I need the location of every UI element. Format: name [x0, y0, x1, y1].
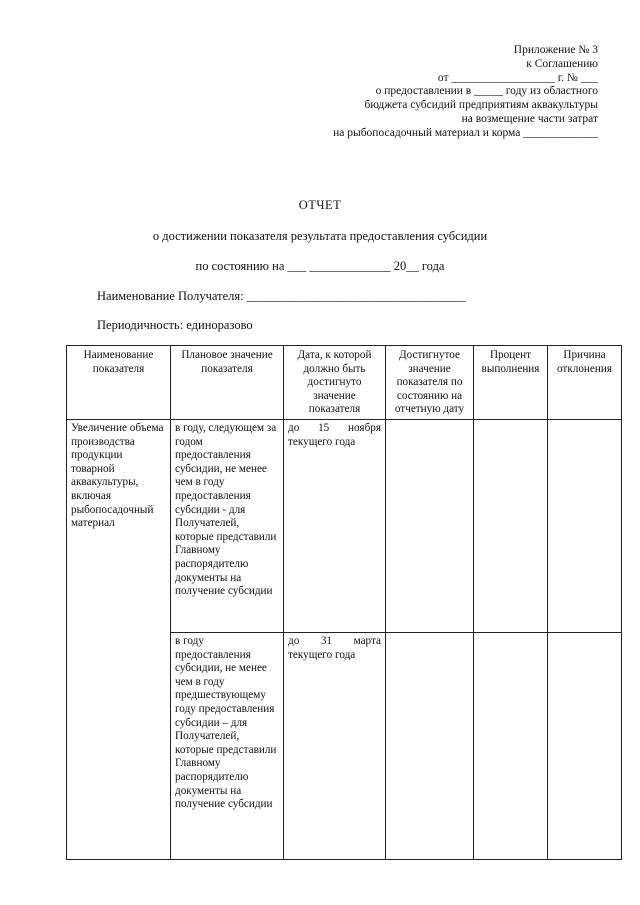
agreement-subject-line-4: на рыбопосадочный материал и корма _____________	[333, 126, 598, 139]
recipient-name-line: Наименование Получателя: ___________________________________	[97, 289, 466, 303]
agreement-reference: к Соглашению	[526, 57, 598, 70]
agreement-subject-line-3: на возмещение части затрат	[461, 112, 598, 125]
report-as-of-date: по состоянию на ___ _____________ 20__ года	[195, 259, 445, 273]
agreement-subject-line-1: о предоставлении в _____ году из областного	[375, 85, 598, 98]
target-date-cell: до 31 марта текущего года	[284, 632, 386, 859]
indicator-name-cell: Увеличение объема производства продукции товарной аквакультуры, включая рыбопосадочный материал	[67, 419, 171, 859]
achieved-value-cell	[386, 632, 474, 859]
periodicity-line: Периодичность: единоразово	[97, 318, 253, 332]
agreement-subject-line-2: бюджета субсидий предприятиям аквакультуры	[364, 99, 598, 112]
planned-value-cell: в году, следующем за годом предоставления субсидии, не менее чем в году предоставления субсидии - для Получателей, которые представили Главному распорядителю документы на получение субсидии	[171, 419, 284, 632]
report-title: ОТЧЕТ	[298, 198, 342, 212]
column-header-completion-percent: Процент выполнения	[474, 346, 548, 420]
column-header-deviation-reason: Причина отклонения	[548, 346, 622, 420]
appendix-header	[238, 44, 598, 141]
column-header-indicator-name: Наименование показателя	[67, 346, 171, 420]
achieved-value-cell	[386, 419, 474, 632]
completion-percent-cell	[474, 419, 548, 632]
target-date-cell: до 15 ноября текущего года	[284, 419, 386, 632]
appendix-number: Приложение № 3	[513, 44, 598, 56]
report-subtitle: о достижении показателя результата предоставления субсидии	[152, 229, 488, 243]
deviation-reason-cell	[548, 419, 622, 632]
table-row	[67, 419, 622, 632]
column-header-achieved-value: Достигнутое значение показателя по состоянию на отчетную дату	[386, 346, 474, 420]
column-header-target-date: Дата, к которой должно быть достигнуто значение показателя	[284, 346, 386, 420]
completion-percent-cell	[474, 632, 548, 859]
planned-value-cell: в году предоставления субсидии, не менее чем в году предшествующему году предоставления субсидии – для Получателей, которые представили Главному распорядителю документы на получение субсидии	[171, 632, 284, 859]
table-header-row	[67, 346, 622, 420]
agreement-date-number: от __________________ г. № ___	[437, 71, 598, 84]
column-header-planned-value: Плановое значение показателя	[171, 346, 284, 420]
deviation-reason-cell	[548, 632, 622, 859]
report-table	[66, 345, 622, 860]
